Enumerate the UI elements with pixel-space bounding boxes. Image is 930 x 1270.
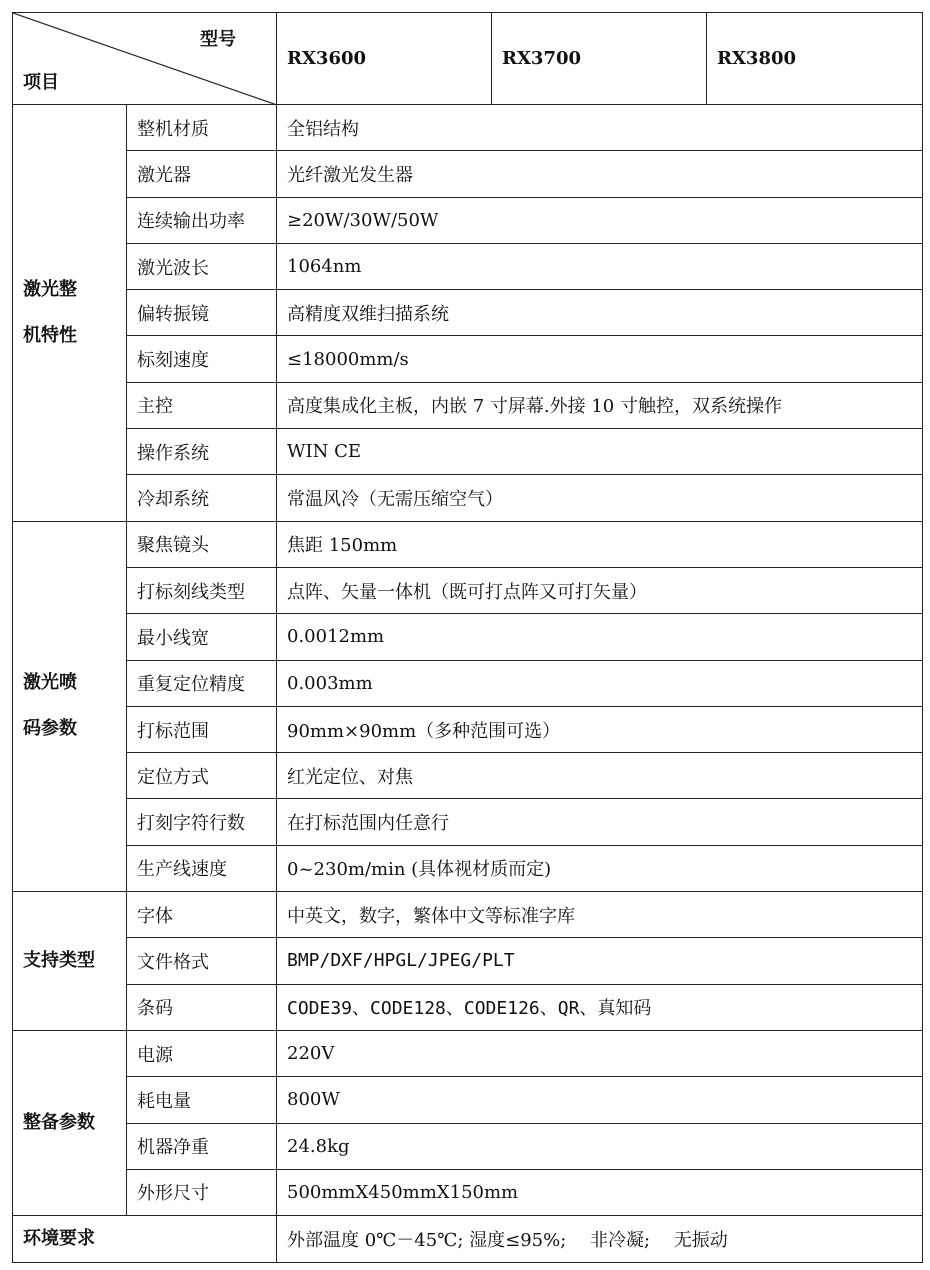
- table-row: [13, 243, 923, 289]
- table-row: [13, 567, 923, 613]
- row-item: 生产线速度: [127, 845, 277, 891]
- row-item: 字体: [127, 892, 277, 938]
- table-row: [13, 521, 923, 567]
- row-value: 全铝结构: [277, 105, 923, 151]
- row-item: 定位方式: [127, 753, 277, 799]
- table-row: [13, 660, 923, 706]
- table-row: [13, 475, 923, 521]
- row-item: 操作系统: [127, 429, 277, 475]
- row-item: 打标范围: [127, 706, 277, 752]
- spec-table: [12, 12, 923, 1263]
- row-item: 外形尺寸: [127, 1169, 277, 1215]
- row-item: 标刻速度: [127, 336, 277, 382]
- row-value: 24.8kg: [277, 1123, 923, 1169]
- group-title: [13, 1030, 127, 1215]
- table-row: [13, 938, 923, 984]
- table-row: [13, 984, 923, 1030]
- row-value: 光纤激光发生器: [277, 151, 923, 197]
- row-value: 0.003mm: [277, 660, 923, 706]
- row-value: 红光定位、对焦: [277, 753, 923, 799]
- table-row: [13, 614, 923, 660]
- item-label: 项目: [23, 72, 59, 93]
- row-value: 高精度双维扫描系统: [277, 290, 923, 336]
- row-value: 220V: [277, 1030, 923, 1076]
- environment-row: [13, 1216, 923, 1263]
- row-item: 偏转振镜: [127, 290, 277, 336]
- group-title: [13, 892, 127, 1031]
- environment-value: 外部温度 0℃－45℃; 湿度≤95%; 非冷凝; 无振动: [277, 1216, 923, 1263]
- table-row: [13, 336, 923, 382]
- row-value: 90mm×90mm（多种范围可选）: [277, 706, 923, 752]
- model-rx3700: RX3700: [492, 13, 707, 105]
- row-value: ≤18000mm/s: [277, 336, 923, 382]
- environment-label: 环境要求: [13, 1216, 277, 1263]
- model-rx3800: RX3800: [707, 13, 923, 105]
- header-row: [13, 13, 923, 105]
- row-item: 主控: [127, 382, 277, 428]
- table-row: [13, 706, 923, 752]
- row-value: 中英文，数字，繁体中文等标准字库: [277, 892, 923, 938]
- row-value: 在打标范围内任意行: [277, 799, 923, 845]
- row-value: 1064nm: [277, 243, 923, 289]
- row-value: 常温风冷（无需压缩空气）: [277, 475, 923, 521]
- group-title-line: 激光喷: [23, 672, 77, 694]
- group-title: [13, 105, 127, 522]
- group-title-line: 整备参数: [23, 1112, 95, 1134]
- row-item: 条码: [127, 984, 277, 1030]
- table-row: [13, 892, 923, 938]
- row-item: 聚焦镜头: [127, 521, 277, 567]
- row-item: 整机材质: [127, 105, 277, 151]
- group-title-line: 码参数: [23, 718, 77, 740]
- group-title-line: 支持类型: [23, 949, 95, 971]
- row-value: WIN CE: [277, 429, 923, 475]
- row-value: 点阵、矢量一体机（既可打点阵又可打矢量）: [277, 567, 923, 613]
- row-item: 打标刻线类型: [127, 567, 277, 613]
- row-value: 0~230m/min (具体视材质而定): [277, 845, 923, 891]
- row-item: 文件格式: [127, 938, 277, 984]
- row-item: 机器净重: [127, 1123, 277, 1169]
- row-value: CODE39、CODE128、CODE126、QR、真知码: [277, 984, 923, 1030]
- row-value: BMP/DXF/HPGL/JPEG/PLT: [277, 938, 923, 984]
- row-item: 重复定位精度: [127, 660, 277, 706]
- table-row: [13, 151, 923, 197]
- group-title-line: 激光整: [23, 278, 77, 300]
- row-value: 500mmX450mmX150mm: [277, 1169, 923, 1215]
- diagonal-header-cell: [13, 13, 277, 105]
- table-row: [13, 382, 923, 428]
- row-value: 0.0012mm: [277, 614, 923, 660]
- row-item: 电源: [127, 1030, 277, 1076]
- row-item: 冷却系统: [127, 475, 277, 521]
- table-row: [13, 1123, 923, 1169]
- group-title: [13, 521, 127, 891]
- table-row: [13, 753, 923, 799]
- row-item: 激光波长: [127, 243, 277, 289]
- table-row: [13, 799, 923, 845]
- row-item: 连续输出功率: [127, 197, 277, 243]
- row-item: 激光器: [127, 151, 277, 197]
- table-row: [13, 429, 923, 475]
- row-value: ≥20W/30W/50W: [277, 197, 923, 243]
- row-value: 焦距 150mm: [277, 521, 923, 567]
- table-row: [13, 1077, 923, 1123]
- table-row: [13, 105, 923, 151]
- row-value: 高度集成化主板，内嵌 7 寸屏幕.外接 10 寸触控，双系统操作: [277, 382, 923, 428]
- model-label: 型号: [200, 29, 236, 50]
- row-item: 耗电量: [127, 1077, 277, 1123]
- row-value: 800W: [277, 1077, 923, 1123]
- model-rx3600: RX3600: [277, 13, 492, 105]
- table-row: [13, 197, 923, 243]
- table-row: [13, 845, 923, 891]
- row-item: 打刻字符行数: [127, 799, 277, 845]
- table-row: [13, 1169, 923, 1215]
- row-item: 最小线宽: [127, 614, 277, 660]
- table-row: [13, 290, 923, 336]
- group-title-line: 机特性: [23, 324, 77, 346]
- table-row: [13, 1030, 923, 1076]
